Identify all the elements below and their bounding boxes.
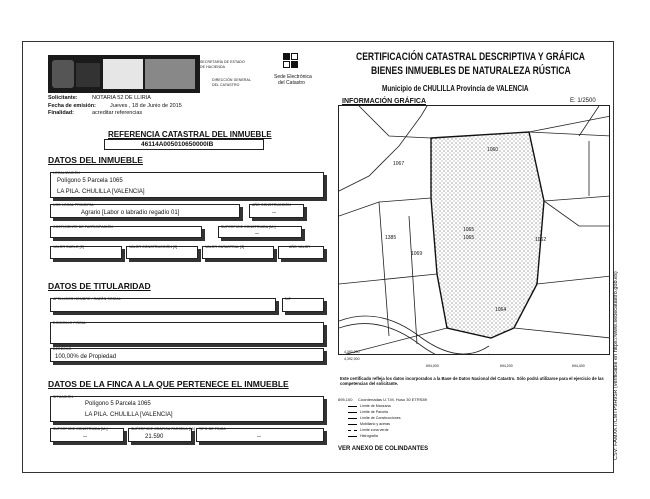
tipo-finca-box — [196, 428, 324, 442]
direccion-line1: DIRECCIÓN GENERAL — [212, 78, 252, 82]
sup-construida-value: -- — [83, 434, 87, 440]
ano-box — [249, 204, 304, 218]
valor-suelo-box — [50, 246, 122, 259]
map-title: INFORMACIÓN GRÁFICA — [342, 98, 426, 105]
referencia-title: REFERENCIA CATASTRAL DEL INMUEBLE — [108, 130, 272, 139]
valor-construccion-label: VALOR CONSTRUCCIÓN [€] — [129, 245, 178, 249]
situacion-line1: Polígono 5 Parcela 1065 — [85, 401, 151, 407]
valor-suelo-label: VALOR SUELO [€] — [53, 245, 84, 249]
ano-valor-box — [278, 246, 324, 259]
datos-inmueble-title: DATOS DEL INMUEBLE — [48, 155, 143, 165]
parcel-label-1065b: 1065 — [463, 235, 475, 241]
finalidad-value: acreditar referencias — [92, 110, 143, 116]
finalidad-label: Finalidad: — [48, 110, 74, 116]
apellidos-box — [50, 298, 276, 312]
superficie-value: -- — [255, 231, 259, 237]
fecha-label: Fecha de emisión: — [48, 103, 96, 109]
ministry-logo — [48, 55, 200, 93]
solicitante-label: Solicitante: — [48, 95, 78, 101]
secretaria-line1: SECRETARÍA DE ESTADO — [200, 60, 245, 64]
title-line1: CERTIFICACIÓN CATASTRAL DESCRIPTIVA Y GRÁFICA — [356, 51, 585, 63]
legend-item-hidrografia: Hidrografía — [360, 434, 378, 438]
localizacion-line1: Polígono 5 Parcela 1065 — [57, 178, 123, 184]
parcel-label-1067: 1067 — [393, 161, 405, 167]
cadastral-map — [338, 105, 610, 355]
localizacion-label: LOCALIZACIÓN — [53, 171, 80, 175]
map-coord-y1: 4,392,200 — [344, 350, 360, 354]
derecho-label: DERECHO — [53, 347, 72, 351]
title-line2: BIENES INMUEBLES DE NATURALEZA RÚSTICA — [371, 65, 571, 77]
sup-grafica-label: SUPERFICIE GRÁFICA PARCELA [M²] — [131, 427, 196, 431]
cadastral-map-svg — [339, 106, 610, 355]
domicilio-label: DOMICILIO FISCAL — [53, 321, 87, 325]
sede-logo-icon — [283, 53, 299, 69]
ano-value: -- — [272, 210, 276, 216]
map-coord-y2: 4,392,000 — [344, 357, 360, 361]
map-scale: E: 1/2500 — [570, 98, 596, 104]
superficie-box — [218, 226, 302, 238]
sede-line1: Sede Electrónica — [274, 74, 312, 80]
nif-label: NIF — [285, 297, 291, 301]
domicilio-box — [50, 322, 324, 344]
direccion-line2: DEL CATASTRO — [212, 83, 240, 87]
localizacion-box — [50, 172, 324, 198]
side-csv-text: CSV: FAMXKT/CMTP9H95R (verificable en https://www.sedecatastro.gob.es) — [613, 271, 619, 460]
parcel-label-1062: 1062 — [535, 237, 547, 243]
nif-box — [282, 298, 324, 312]
superficie-label: SUPERFICIE CONSTRUIDA [M²] — [221, 225, 276, 229]
legend-item-mobiliario: Mobiliario y aceras — [360, 422, 390, 426]
valor-catastral-label: VALOR CATASTRAL [€] — [205, 245, 245, 249]
legend-coord: 695,100 — [338, 397, 353, 402]
ano-valor-label: AÑO VALOR — [289, 245, 311, 249]
situacion-box — [50, 396, 324, 422]
titularidad-title: DATOS DE TITULARIDAD — [48, 281, 151, 291]
municipio-line: Municipio de CHULILLA Provincia de VALENCIA — [382, 84, 529, 93]
situacion-line2: LA PILA. CHULILLA [VALENCIA] — [85, 412, 173, 418]
map-coord-x2: 694,200 — [500, 364, 513, 368]
uso-value: Agrario [Labor o labradío regadío 01] — [81, 210, 180, 216]
localizacion-line2: LA PILA. CHULILLA [VALENCIA] — [57, 189, 145, 195]
valor-construccion-box — [126, 246, 198, 259]
parcel-label-1060: 1060 — [487, 147, 499, 153]
situacion-label: SITUACIÓN — [53, 395, 73, 399]
fecha-value: Jueves , 18 de Junio de 2015 — [110, 103, 182, 109]
legend-title: Coordenadas U.T.M. Huso 30 ETRS89 — [358, 397, 427, 402]
uso-label: USO LOCAL PRINCIPAL — [53, 203, 94, 207]
valor-catastral-box — [202, 246, 274, 259]
map-coord-x1: 694,000 — [426, 364, 439, 368]
parcel-label-1064: 1064 — [495, 307, 507, 313]
legend-item-zona-verde: Límite zona verde — [360, 428, 389, 432]
sede-line2: del Catastro — [278, 80, 305, 86]
secretaria-line2: DE HACIENDA — [200, 65, 226, 69]
tipo-finca-label: TIPO DE FINCA — [199, 427, 226, 431]
sup-construida-label: SUPERFICIE CONSTRUIDA [M²] — [53, 427, 108, 431]
map-note: Este certificado refleja los datos incorporados a la Base de Datos Nacional del Catastro. Sólo podrá utilizarse para el ejercicio de las competencias del solicitante. — [340, 376, 604, 387]
legend-item-construcciones: Límite de Construcciones — [360, 416, 401, 420]
sup-grafica-value: 21.590 — [145, 434, 164, 440]
uso-box — [50, 204, 240, 218]
parcel-label-1065a: 1065 — [463, 227, 475, 233]
apellidos-label: APELLIDOS NOMBRE / RAZÓN SOCIAL — [53, 297, 121, 301]
coef-label: COEFICIENTE DE PARTICIPACIÓN — [53, 225, 113, 229]
referencia-value: 46114A005010650000IB — [141, 141, 214, 148]
parcel-label-1069: 1069 — [411, 251, 423, 257]
sup-construida-box — [50, 428, 124, 442]
ano-label: AÑO CONSTRUCCIÓN — [252, 203, 291, 207]
legend-item-manzana: Límite de Manzana — [360, 404, 391, 408]
map-coord-x3: 694,400 — [572, 364, 585, 368]
legend-item-parcela: Límite de Parcela — [360, 410, 388, 414]
derecho-box — [50, 348, 324, 362]
tipo-finca-value: -- — [257, 434, 261, 440]
referencia-box — [104, 139, 264, 150]
anexo-colindantes: VER ANEXO DE COLINDANTES — [338, 446, 429, 452]
coat-of-arms-icon — [52, 60, 74, 88]
solicitante-value: NOTARIA 52 DE LLIRIA — [92, 95, 151, 101]
derecho-value: 100,00% de Propiedad — [55, 354, 117, 360]
sup-grafica-box — [128, 427, 196, 442]
parcel-label-1385: 1385 — [385, 235, 397, 241]
finca-title: DATOS DE LA FINCA A LA QUE PERTENECE EL INMUEBLE — [48, 379, 289, 389]
coef-box — [50, 226, 202, 238]
parcel-1065 — [431, 132, 547, 338]
